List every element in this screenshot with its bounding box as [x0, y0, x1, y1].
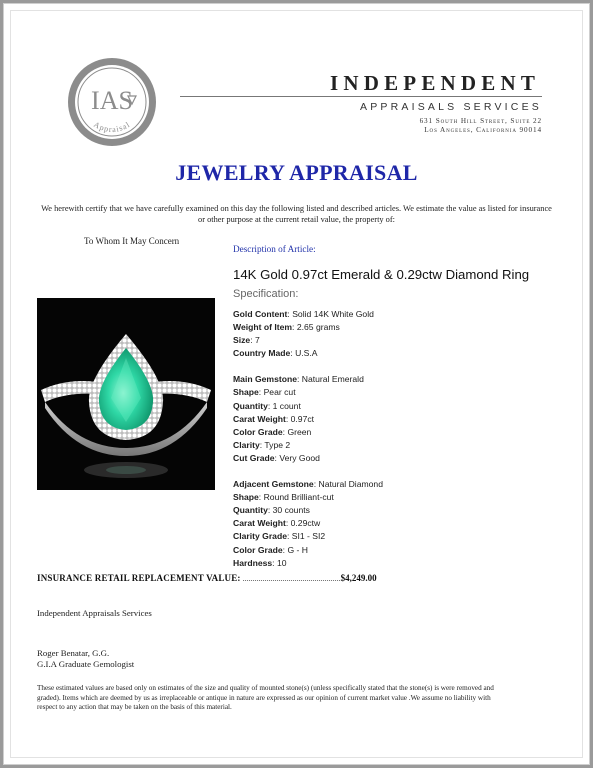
product-title: 14K Gold 0.97ct Emerald & 0.29ctw Diamond Ring: [233, 267, 530, 282]
spec-country: Country Made: U.S.A: [233, 348, 318, 359]
spec-adjacent-gemstone: Adjacent Gemstone: Natural Diamond: [233, 479, 383, 490]
company-address-line1: 631 South Hill Street, Suite 22: [419, 117, 542, 125]
spec-adjacent-color: Color Grade: G - H: [233, 544, 308, 555]
spec-adjacent-hardness: Hardness: 10: [233, 557, 287, 568]
description-label: Description of Article:: [233, 244, 316, 254]
appraiser-name: Roger Benatar, G.G.: [37, 648, 110, 658]
appraiser-title: G.I.A Graduate Gemologist: [37, 658, 135, 669]
spec-size: Size: 7: [233, 335, 260, 346]
company-subtitle: APPRAISALS SERVICES: [360, 101, 542, 113]
logo-emblem: [66, 56, 158, 148]
spec-main-shape: Shape: Pear cut: [233, 387, 296, 398]
appraiser-block: [37, 648, 134, 669]
spec-main-gemstone: Main Gemstone: Natural Emerald: [233, 374, 364, 385]
document-title: JEWELRY APPRAISAL: [175, 160, 418, 185]
spec-adjacent-quantity: Quantity: 30 counts: [233, 505, 310, 516]
spec-weight: Weight of Item: 2.65 grams: [233, 322, 340, 333]
insurance-value-amount: $4,249.00: [340, 573, 377, 583]
logo-ring-text: Appraisal: [92, 119, 132, 135]
spec-main-quantity: Quantity: 1 count: [233, 400, 301, 411]
ring-photo: [37, 298, 215, 490]
ring-illustration: [37, 298, 215, 490]
spec-main-clarity: Clarity: Type 2: [233, 439, 291, 450]
specification-label: Specification:: [233, 288, 299, 300]
header-divider: [180, 96, 542, 97]
disclaimer: These estimated values are based only on estimates of the size and quality of mounted stone(s) (unless specifically stated that the stone(s) is were removed and graded). Items which are deemed by us as irreplaceable or antique in nature are expressed as our opinion of current market value .We assume no liability with respect to any action that may be taken on the basis of this material.: [37, 684, 494, 712]
spec-gold-content: Gold Content: Solid 14K White Gold: [233, 309, 374, 319]
spec-adjacent-clarity: Clarity Grade: SI1 - SI2: [233, 531, 326, 542]
certification-intro: We herewith certify that we have carefully examined on this day the following listed and described articles. We estimate the value as listed for insurance or other purpose at the current retail value, the property of:: [41, 204, 552, 224]
spec-main-color: Color Grade: Green: [233, 426, 312, 437]
spec-main-carat: Carat Weight: 0.97ct: [233, 413, 315, 424]
spec-adjacent-shape: Shape: Round Brilliant-cut: [233, 492, 334, 503]
ias-logo: [66, 56, 158, 148]
logo-monogram: IAS: [91, 86, 133, 115]
insurance-value-label: INSURANCE RETAIL REPLACEMENT VALUE:: [37, 573, 241, 583]
spec-main-cut: Cut Grade: Very Good: [233, 452, 320, 463]
company-address-line2: Los Angeles, California 90014: [424, 126, 542, 134]
specifications: [233, 308, 383, 570]
insurance-value: [37, 573, 377, 583]
spec-adjacent-carat: Carat Weight: 0.29ctw: [233, 518, 321, 529]
company-name: INDEPENDENT: [330, 71, 541, 95]
insurance-value-leader: .................................................: [240, 574, 341, 583]
recipient: To Whom It May Concern: [84, 236, 180, 246]
signing-company: Independent Appraisals Services: [37, 608, 152, 618]
